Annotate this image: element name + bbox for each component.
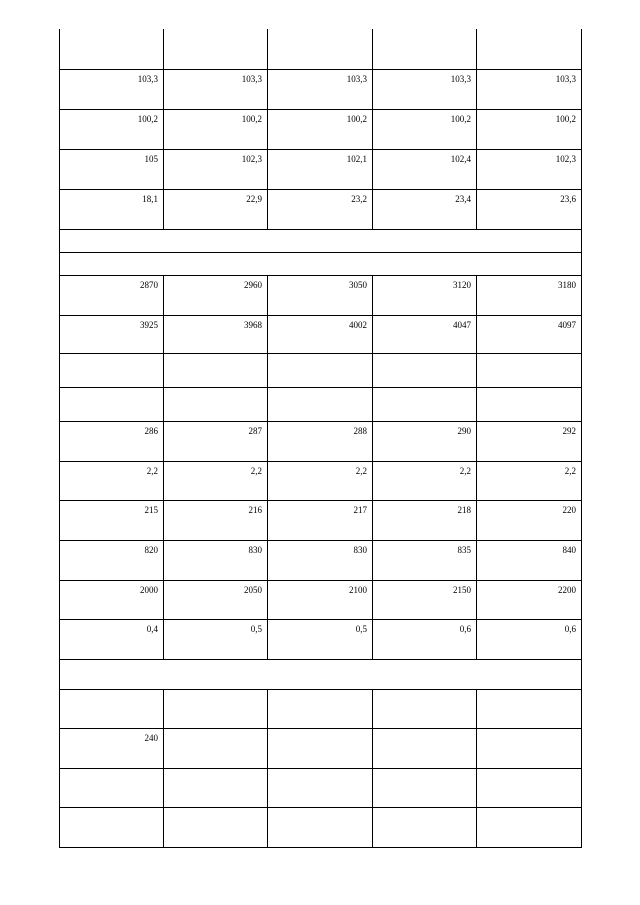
table-row [60,659,582,689]
table-row [60,540,582,580]
table-row [60,728,582,768]
table-cell: 0,4 [60,619,164,659]
table-section-cell [60,659,582,689]
table-row [60,500,582,540]
table-row [60,807,582,847]
table-cell [164,768,268,807]
table-cell: 2,2 [477,461,582,500]
table-cell: 2960 [164,275,268,315]
table-cell: 2,2 [373,461,477,500]
table-row [60,619,582,659]
table-row [60,69,582,109]
table-cell [164,353,268,387]
table-cell [60,387,164,421]
table-cell: 23,4 [373,189,477,229]
table-cell [60,689,164,728]
table-cell: 215 [60,500,164,540]
table-row [60,189,582,229]
table-cell: 0,6 [477,619,582,659]
table-cell [268,387,373,421]
table-cell: 102,4 [373,149,477,189]
table-cell: 0,6 [373,619,477,659]
table-cell [373,728,477,768]
table-cell: 105 [60,149,164,189]
table-cell: 217 [268,500,373,540]
table-cell: 3968 [164,315,268,353]
table-cell: 4002 [268,315,373,353]
table-cell: 3180 [477,275,582,315]
table-cell [268,728,373,768]
table-cell: 103,3 [164,69,268,109]
table-cell: 103,3 [60,69,164,109]
table-cell: 835 [373,540,477,580]
table-cell [477,353,582,387]
table-cell [477,689,582,728]
table-cell [477,768,582,807]
table-cell [477,728,582,768]
table-cell: 830 [164,540,268,580]
table-cell: 18,1 [60,189,164,229]
table-cell: 102,1 [268,149,373,189]
data-table-body [60,29,582,847]
table-cell [373,768,477,807]
table-row [60,229,582,252]
table-cell: 2100 [268,580,373,619]
table-row [60,315,582,353]
table-cell [268,689,373,728]
table-row [60,252,582,275]
table-cell: 2,2 [60,461,164,500]
table-section-cell [60,252,582,275]
table-section-cell [60,229,582,252]
table-row [60,275,582,315]
table-cell [373,387,477,421]
table-cell: 102,3 [164,149,268,189]
table-row [60,689,582,728]
table-cell: 22,9 [164,189,268,229]
table-cell: 288 [268,421,373,461]
table-cell: 2870 [60,275,164,315]
table-cell: 2050 [164,580,268,619]
table-cell: 103,3 [477,69,582,109]
table-cell: 0,5 [268,619,373,659]
table-cell: 4097 [477,315,582,353]
table-row [60,421,582,461]
table-row [60,29,582,69]
table-cell: 0,5 [164,619,268,659]
table-cell: 100,2 [60,109,164,149]
table-cell: 240 [60,728,164,768]
table-cell [268,353,373,387]
table-cell: 3925 [60,315,164,353]
table-cell: 2000 [60,580,164,619]
data-table [59,29,582,848]
table-cell: 2,2 [164,461,268,500]
table-cell: 287 [164,421,268,461]
table-cell: 3050 [268,275,373,315]
table-cell: 2200 [477,580,582,619]
table-cell [60,768,164,807]
table-row [60,149,582,189]
table-cell: 23,2 [268,189,373,229]
table-cell: 216 [164,500,268,540]
table-cell [268,768,373,807]
table-cell: 103,3 [268,69,373,109]
table-cell [268,29,373,69]
table-cell [268,807,373,847]
table-cell [373,807,477,847]
table-cell: 23,6 [477,189,582,229]
table-cell: 820 [60,540,164,580]
table-cell [373,353,477,387]
table-cell: 220 [477,500,582,540]
table-cell: 286 [60,421,164,461]
table-cell [477,387,582,421]
table-cell: 2150 [373,580,477,619]
table-cell: 840 [477,540,582,580]
table-cell [164,689,268,728]
table-cell: 100,2 [164,109,268,149]
table-cell: 3120 [373,275,477,315]
table-cell: 290 [373,421,477,461]
table-row [60,109,582,149]
table-cell: 4047 [373,315,477,353]
table-cell [164,29,268,69]
table-cell [164,807,268,847]
table-cell: 100,2 [268,109,373,149]
table-cell: 218 [373,500,477,540]
table-row [60,353,582,387]
table-cell [60,807,164,847]
table-cell [373,689,477,728]
table-cell: 102,3 [477,149,582,189]
table-row [60,387,582,421]
table-cell [477,807,582,847]
table-cell [164,387,268,421]
table-cell: 2,2 [268,461,373,500]
table-cell [60,29,164,69]
table-row [60,580,582,619]
table-cell [60,353,164,387]
table-cell [477,29,582,69]
table-row [60,461,582,500]
table-cell: 100,2 [373,109,477,149]
table-cell: 830 [268,540,373,580]
table-cell: 292 [477,421,582,461]
table-cell: 103,3 [373,69,477,109]
table-cell [373,29,477,69]
table-cell: 100,2 [477,109,582,149]
table-cell [164,728,268,768]
table-row [60,768,582,807]
